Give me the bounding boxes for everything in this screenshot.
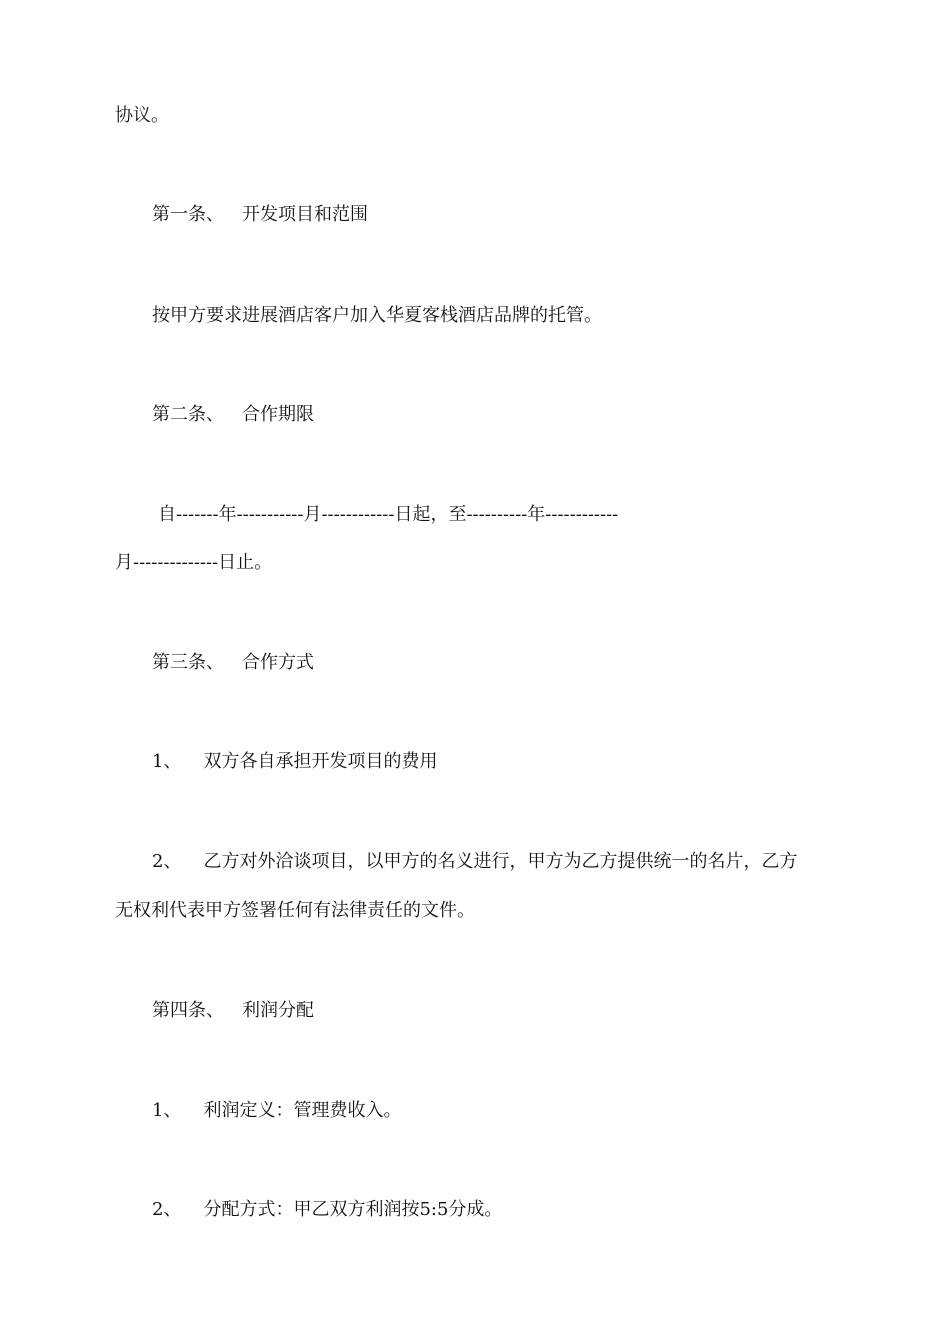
- article1-number: 第一条、: [152, 204, 224, 225]
- article4-item1-number: 1、: [152, 1100, 182, 1121]
- article4-title: 利润分配: [242, 1000, 314, 1021]
- article3-item1-text: 双方各自承担开发项目的费用: [203, 751, 438, 772]
- article3-heading: [152, 651, 314, 675]
- article2-body-line1: 自-------年-----------月------------日起，至----------年------------: [158, 504, 619, 525]
- article1-body: 按甲方要求进展酒店客户加入华夏客栈酒店品牌的托管。: [152, 305, 602, 326]
- article2-heading: [152, 403, 314, 427]
- article4-item1: [152, 1099, 401, 1123]
- article4-item2-text: 分配方式：甲乙双方利润按5:5分成。: [203, 1199, 503, 1220]
- intro-tail-text: 协议。: [115, 105, 169, 126]
- article3-item1-number: 1、: [152, 751, 182, 772]
- article1-title: 开发项目和范围: [242, 204, 368, 225]
- article4-item2-number: 2、: [152, 1199, 182, 1220]
- article3-number: 第三条、: [152, 652, 224, 673]
- article4-item1-text: 利润定义：管理费收入。: [203, 1100, 402, 1121]
- article3-item2-number: 2、: [152, 851, 182, 872]
- article2-body-line2: 月--------------日止。: [115, 552, 273, 573]
- article3-item1: [152, 750, 437, 774]
- article2-number: 第二条、: [152, 404, 224, 425]
- article4-number: 第四条、: [152, 1000, 224, 1021]
- article4-item2: [152, 1198, 502, 1222]
- article3-item2-line1: [152, 850, 797, 874]
- article1-heading: [152, 203, 368, 227]
- article3-title: 合作方式: [242, 652, 314, 673]
- article4-heading: [152, 999, 314, 1023]
- article3-item2-line2: 无权利代表甲方签署任何有法律责任的文件。: [115, 900, 475, 921]
- article3-item2-text-line1: 乙方对外洽谈项目，以甲方的名义进行，甲方为乙方提供统一的名片，乙方: [203, 851, 798, 872]
- article2-title: 合作期限: [242, 404, 314, 425]
